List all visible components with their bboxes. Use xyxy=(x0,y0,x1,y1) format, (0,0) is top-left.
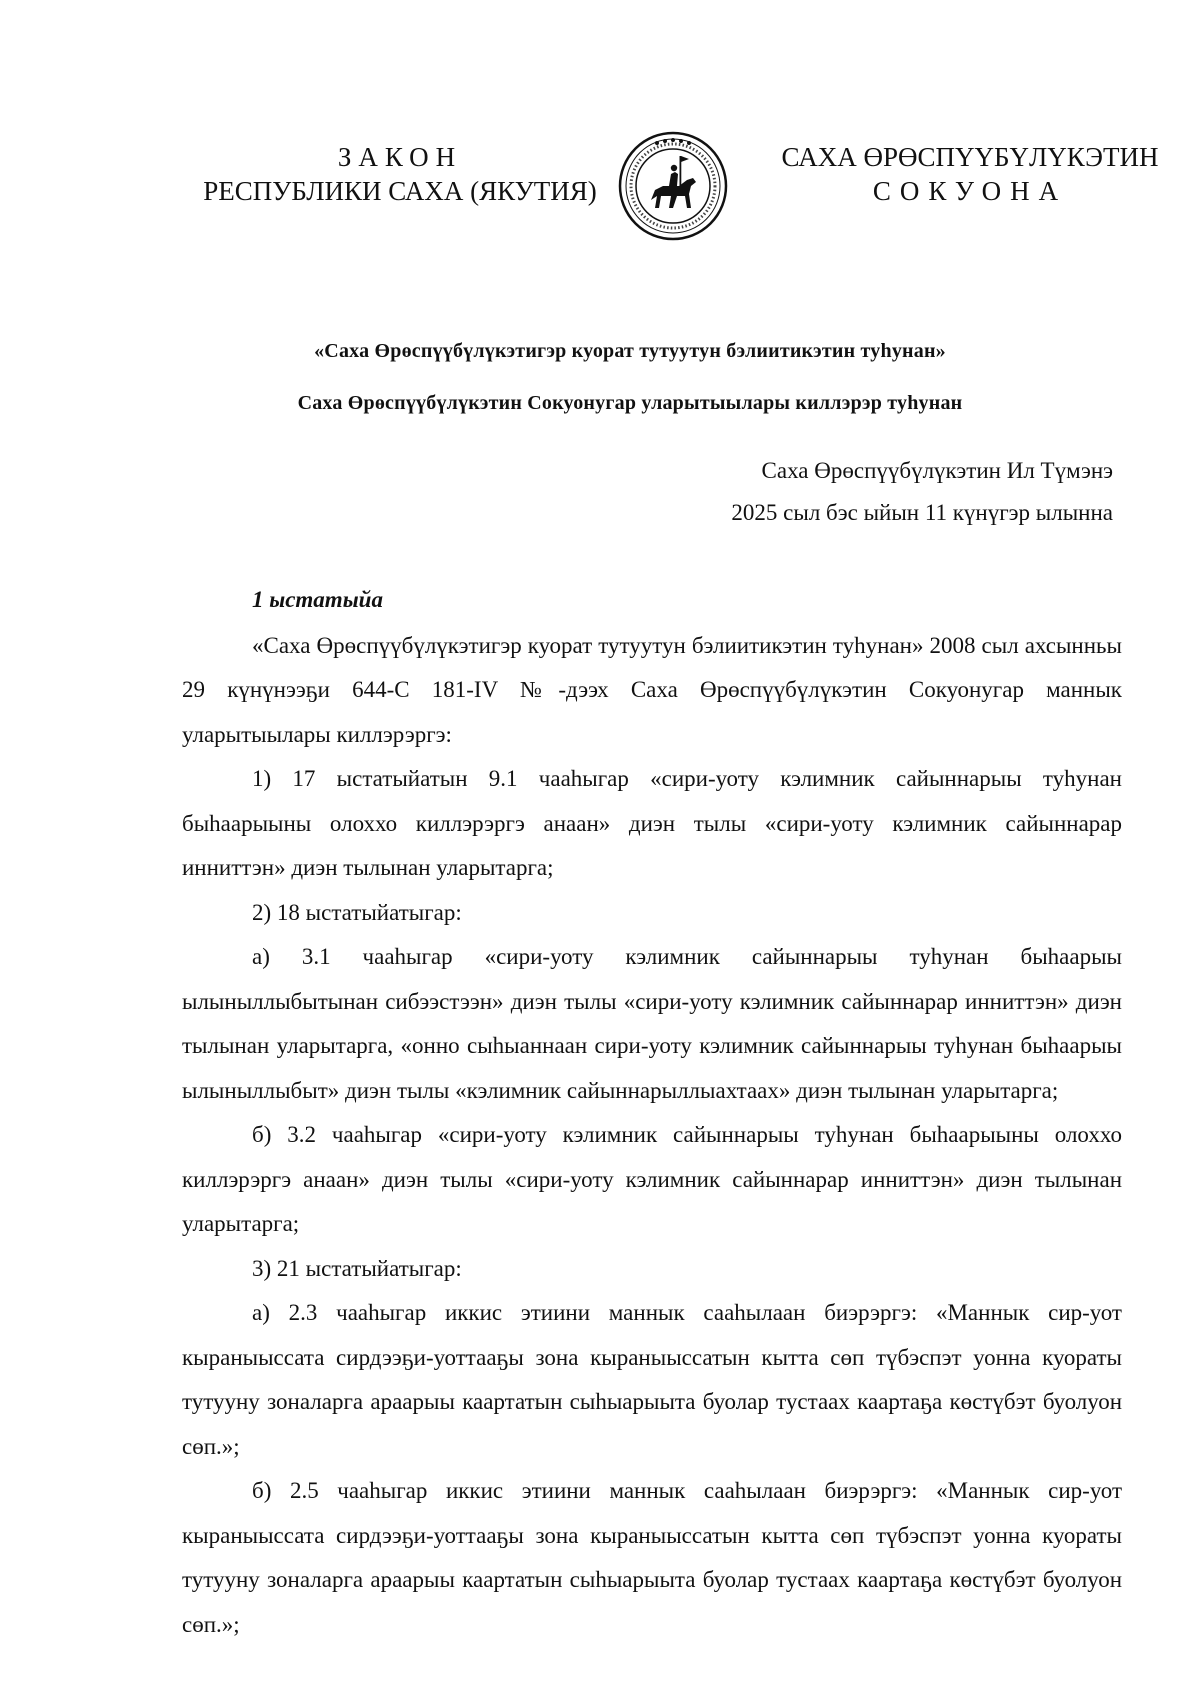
paragraph: 2) 18 ыстатыйатыгар: xyxy=(252,899,462,925)
header-right-title: САХА ӨРӨСПҮҮБҮЛҮКЭТИН xyxy=(781,142,1159,172)
header-right xyxy=(770,140,1170,208)
coat-of-arms-icon xyxy=(617,130,729,242)
adoption-body: Саха Өрөспүүбүлүкэтин Ил Түмэнэ xyxy=(761,458,1113,483)
paragraph: а) 2.3 чааһыгар иккис этиини маннык сааһылаан биэрэргэ: «Маннык сир-уот кыраныыссата сирдээҕи-уоттааҕы зона кыраныыссатын кытта сөп түбэспэт уонна куораты тутууну зоналарга араарыы каартатын сыһыарыыта буолар тустаах каартаҕа көстүбэт буолуон сөп.»; xyxy=(182,1300,1122,1459)
adoption-info xyxy=(513,450,1113,534)
paragraph: а) 3.1 чааһыгар «сири-уоту кэлимник сайыннарыы туһунан быһаарыы ылыныллыбытынан сибээстээн» диэн тылы «сири-уоту кэлимник сайыннарар инниттэн» диэн тылынан уларытарга, «онно сыһыаннаан сири-уоту кэлимник сайыннарыы туһунан быһаарыы ылыныллыбыт» диэн тылы «кэлимник сайыннарыллыахтаах» диэн тылынан уларытарга; xyxy=(182,944,1122,1103)
law-title xyxy=(150,325,1110,429)
paragraph: 1) 17 ыстатыйатын 9.1 чааһыгар «сири-уоту кэлимник сайыннарыы туһунан быһаарыыны олоххо киллэрэргэ анаан» диэн тылы «сири-уоту кэлимник сайыннарар инниттэн» диэн тылынан уларытарга; xyxy=(182,766,1122,880)
law-title-line2: Саха Өрөспүүбүлүкэтин Сокуонугар уларытыылары киллэрэр туһунан xyxy=(297,392,963,414)
article-body xyxy=(182,578,1122,1647)
article-heading: 1 ыстатыйа xyxy=(252,587,383,612)
header-left-title: ЗАКОН xyxy=(337,142,463,172)
header-left-subtitle: РЕСПУБЛИКИ САХА (ЯКУТИЯ) xyxy=(203,176,597,206)
header-right-subtitle: СОКУОНА xyxy=(872,176,1068,206)
paragraph: «Саха Өрөспүүбүлүкэтигэр куорат тутуутун бэлиитикэтин туһунан» 2008 сыл ахсынньы 29 күнүнээҕи 644-С 181-IV №-дээх Саха Өрөспүүбүлүкэтин Сокуонугар маннык уларытыылары киллэрэргэ: xyxy=(182,632,1122,747)
paragraph: б) 3.2 чааһыгар «сири-уоту кэлимник сайыннарыы туһунан быһаарыыны олоххо киллэрэргэ анаан» диэн тылы «сири-уоту кэлимник сайыннарар инниттэн» диэн тылынан уларытарга; xyxy=(182,1122,1122,1236)
law-title-line1: «Саха Өрөспүүбүлүкэтигэр куорат тутуутун бэлиитикэтин туһунан» xyxy=(314,340,946,362)
paragraph: б) 2.5 чааһыгар иккис этиини маннык сааһылаан биэрэргэ: «Маннык сир-уот кыраныыссата сирдээҕи-уоттааҕы зона кыраныыссатын кытта сөп түбэспэт уонна куораты тутууну зоналарга араарыы каартатын сыһыарыыта буолар тустаах каартаҕа көстүбэт буолуон сөп.»; xyxy=(182,1478,1122,1637)
header-left xyxy=(200,140,600,208)
adoption-date: 2025 сыл бэс ыйын 11 күнүгэр ылынна xyxy=(731,500,1113,525)
paragraph: 3) 21 ыстатыйатыгар: xyxy=(252,1255,462,1281)
